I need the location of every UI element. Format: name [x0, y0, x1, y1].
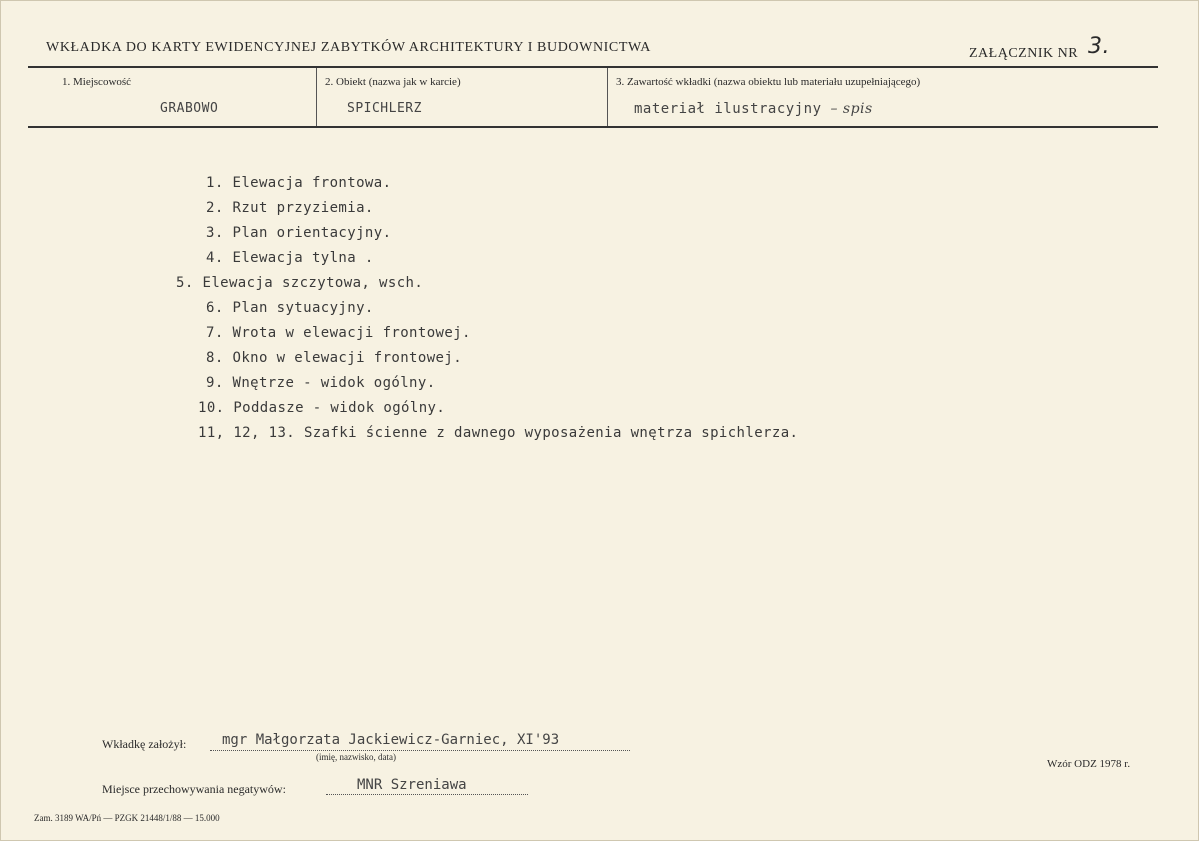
attachment-number: 3.: [1088, 34, 1111, 59]
location-value: GRABOWO: [160, 101, 219, 116]
content-label: 3. Zawartość wkładki (nazwa obiektu lub materiału uzupełniającego): [616, 76, 921, 88]
list-item: 9. Wnętrze - widok ogólny.: [206, 375, 436, 391]
created-by-line: [210, 750, 630, 751]
list-item: 3. Plan orientacyjny.: [206, 225, 392, 241]
print-code: Zam. 3189 WA/Pń — PZGK 21448/1/88 — 15.000: [34, 813, 220, 823]
location-label: 1. Miejscowość: [62, 76, 132, 88]
storage-label: Miejsce przechowywania negatywów:: [102, 782, 286, 796]
list-item: 8. Okno w elewacji frontowej.: [206, 350, 463, 366]
attachment-number-field: [969, 34, 1111, 63]
header-top-rule: [28, 66, 1158, 68]
list-item: 2. Rzut przyziemia.: [206, 200, 374, 216]
created-by-caption: (imię, nazwisko, data): [316, 752, 396, 762]
field-divider-2: [607, 68, 608, 128]
field-divider-1: [316, 68, 317, 128]
attachment-label: ZAŁĄCZNIK NR: [969, 46, 1079, 61]
form-title: WKŁADKA DO KARTY EWIDENCYJNEJ ZABYTKÓW ARCHITEKTURY I BUDOWNICTWA: [46, 40, 651, 55]
header-bottom-rule: [28, 126, 1158, 128]
content-value-typed: materiał ilustracyjny: [634, 101, 822, 117]
content-value-handwritten: – spis: [830, 101, 873, 117]
list-item: 4. Elewacja tylna .: [206, 250, 374, 266]
form-model: Wzór ODZ 1978 r.: [1047, 758, 1131, 770]
list-item: 5. Elewacja szczytowa, wsch.: [176, 275, 424, 291]
storage-line: [326, 794, 528, 795]
list-item: 7. Wrota w elewacji frontowej.: [206, 325, 471, 341]
list-item: 1. Elewacja frontowa.: [206, 175, 392, 191]
list-item: 10. Poddasze - widok ogólny.: [198, 400, 446, 416]
list-item: 11, 12, 13. Szafki ścienne z dawnego wyposażenia wnętrza spichlerza.: [198, 425, 799, 441]
created-by-value: mgr Małgorzata Jackiewicz-Garniec, XI'93: [222, 732, 560, 748]
content-value: [634, 101, 873, 117]
object-value: SPICHLERZ: [347, 101, 422, 116]
object-label: 2. Obiekt (nazwa jak w karcie): [325, 76, 461, 88]
storage-value: MNR Szreniawa: [357, 777, 467, 793]
list-item: 6. Plan sytuacyjny.: [206, 300, 374, 316]
created-by-label: Wkładkę założył:: [102, 737, 187, 751]
